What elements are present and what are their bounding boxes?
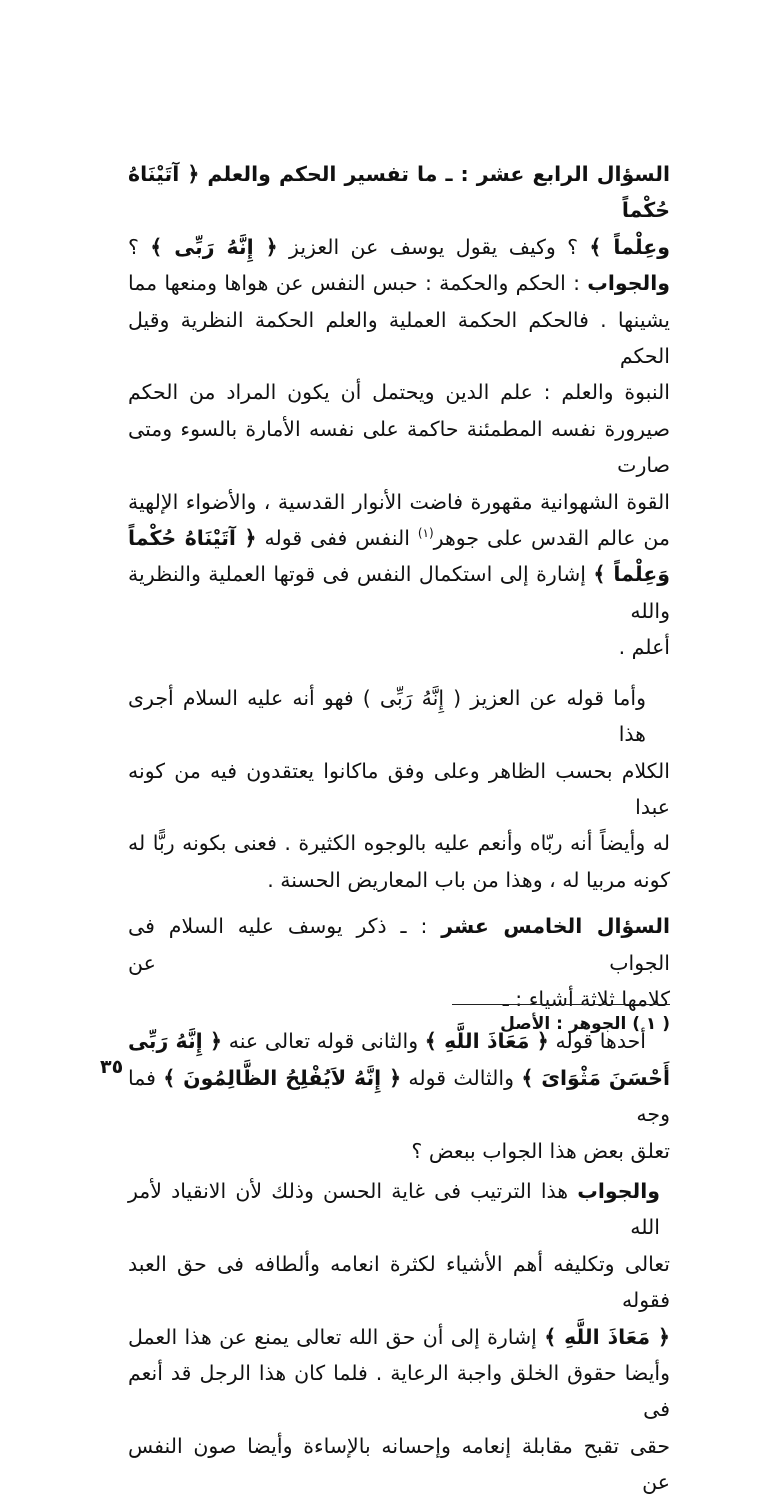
- text-line: [128, 265, 670, 301]
- bold-text: ﴿ مَعَاذَ اللَّهِ ﴾: [424, 1029, 549, 1054]
- bold-text: السؤال الرابع عشر : ـ ما تفسير الحكم والعلم ﴿ آتَيْنَاهُ حُكْماً: [128, 162, 670, 223]
- text-line: [128, 862, 670, 898]
- text-span: القوة الشهوانية مقهورة فاضت الأنوار القدسية ، والأضواء الإلهية: [128, 489, 670, 514]
- body-text: [128, 156, 670, 1501]
- page-number: ٣٥: [100, 1056, 124, 1078]
- text-span: تعالى وتكليفه أهم الأشياء لكثرة انعامه وألطافه فى حق العبد فقوله: [128, 1251, 670, 1313]
- text-span: حقى تقبح مقابلة إنعامه وإحسانه بالإساءة وأيضا صون النفس عن: [128, 1433, 670, 1495]
- text-line: [128, 753, 670, 826]
- text-span: أعلم .: [618, 635, 670, 660]
- text-span: فما وجه: [128, 1065, 670, 1127]
- text-span: كلامها ثلاثة أشياء : ـ: [502, 986, 670, 1011]
- paragraph: [128, 1173, 670, 1501]
- text-span: وأيضا حقوق الخلق واجبة الرعاية . فلما كان هذا الرجل قد أنعم فى: [128, 1361, 670, 1422]
- bold-text: ﴿ إِنَّهُ رَبِّى: [128, 1029, 223, 1054]
- text-line: [128, 1319, 670, 1355]
- bold-text: أَحْسَنَ مَثْوَاىَ ﴾: [521, 1065, 671, 1090]
- text-span: إشارة إلى استكمال النفس فى قوتها العملية والنظرية والله: [128, 562, 670, 623]
- text-span: يشينها . فالحكم الحكمة العملية والعلم الحكمة النظرية وقيل الحكم: [128, 307, 670, 369]
- bold-text: والجواب: [577, 1178, 660, 1203]
- text-span: صيرورة نفسه المطمئنة حاكمة على نفسه الأمارة بالسوء ومتى صارت: [128, 416, 670, 478]
- bold-text: وَعِلْماً ﴾: [593, 562, 670, 587]
- text-span: تعلق بعض هذا الجواب ببعض ؟: [411, 1138, 670, 1163]
- text-span: من عالم القدس على جوهر: [433, 526, 670, 551]
- paragraph: [128, 680, 670, 898]
- bold-text: وعِلْماً ﴾: [589, 234, 670, 259]
- text-line: [128, 374, 670, 410]
- text-line: [128, 1246, 670, 1319]
- bold-text: ﴿ إِنَّهُ لاَيُفْلِحُ الظَّالِمُونَ ﴾: [163, 1065, 402, 1090]
- text-line: [128, 229, 670, 265]
- text-span: هذا الترتيب فى غاية الحسن وذلك لأن الانقياد لأمر الله: [128, 1178, 660, 1240]
- text-span: ؟: [128, 234, 151, 259]
- text-span: : الحكم والحكمة : حبس النفس عن هواها ومنعها مما: [128, 271, 588, 296]
- footnote-separator: [452, 1004, 670, 1005]
- paragraph: [128, 156, 670, 666]
- paragraph: [128, 908, 670, 1017]
- text-line: [128, 1173, 670, 1246]
- text-line: [128, 1355, 670, 1428]
- text-line: [128, 411, 670, 484]
- text-span: والثانى قوله تعالى عنه: [222, 1029, 425, 1054]
- paragraph: [128, 1023, 670, 1169]
- text-span: النفس ففى قوله: [256, 526, 418, 551]
- text-span: الكلام بحسب الظاهر وعلى وفق ماكانوا يعتقدون فيه من كونه عبدا: [128, 758, 670, 819]
- text-line: [128, 1133, 670, 1169]
- text-span: كونه مربيا له ، وهذا من باب المعاريض الحسنة .: [267, 867, 670, 892]
- bold-text: والجواب: [587, 271, 670, 296]
- bold-text: ﴿ مَعَاذَ اللَّهِ ﴾: [544, 1324, 670, 1349]
- text-line: [128, 302, 670, 375]
- text-line: [128, 1428, 670, 1501]
- text-line: [128, 556, 670, 629]
- bold-text: ﴿ إِنَّهُ رَبِّى ﴾: [150, 234, 278, 259]
- text-span: إشارة إلى أن حق الله تعالى يمنع عن هذا العمل: [128, 1324, 545, 1349]
- text-span: : ـ ذكر يوسف عليه السلام فى الجواب عن: [128, 914, 670, 975]
- footnote: ( ١ ) الجوهر : الأصل: [500, 1014, 670, 1034]
- text-span: له وأيضاً أنه ربّاه وأنعم عليه بالوجوه الكثيرة . فعنى بكونه ربًّا له: [128, 831, 670, 856]
- text-span: (١): [417, 526, 434, 541]
- text-line: [128, 156, 670, 229]
- text-line: [128, 484, 670, 520]
- text-span: أحدها قوله: [548, 1029, 646, 1054]
- text-line: [128, 629, 670, 665]
- bold-text: السؤال الخامس عشر: [441, 914, 670, 939]
- text-line: [128, 908, 670, 981]
- text-line: [128, 680, 670, 753]
- text-line: [128, 1060, 670, 1133]
- text-span: والثالث قوله: [401, 1065, 522, 1090]
- text-span: وأما قوله عن العزيز ( إِنَّهُ رَبِّى ) فهو أنه عليه السلام أجرى هذا: [128, 685, 646, 747]
- bold-text: ﴿ آتَيْنَاهُ حُكْماً: [128, 526, 257, 551]
- text-line: [128, 825, 670, 861]
- text-span: النبوة والعلم : علم الدين ويحتمل أن يكون المراد من الحكم: [128, 380, 670, 405]
- text-span: ؟ وكيف يقول يوسف عن العزيز: [277, 234, 590, 259]
- text-line: [128, 520, 670, 556]
